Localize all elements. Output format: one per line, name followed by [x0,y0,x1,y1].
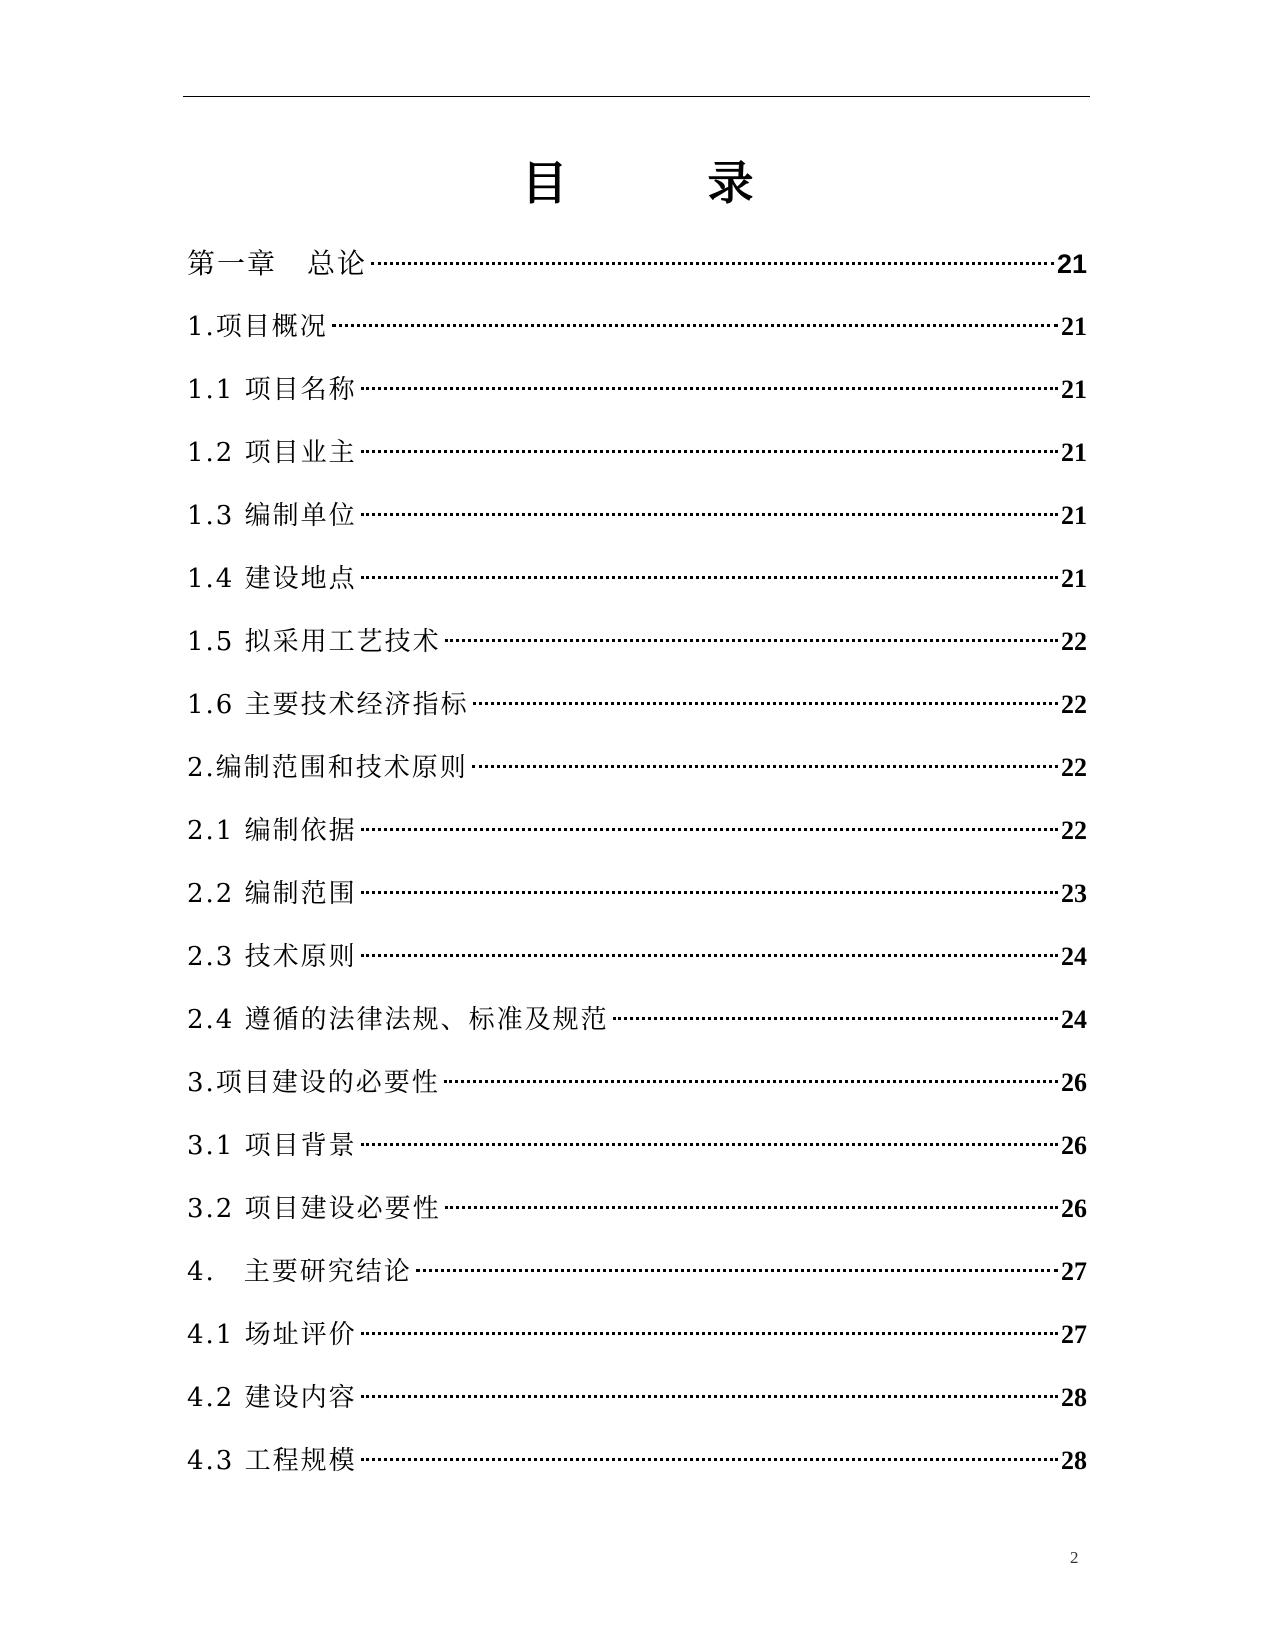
toc-entry[interactable] [187,682,1087,745]
toc-entry-page: 21 [1061,375,1087,404]
toc-entry-label: 2.4 遵循的法律法规、标准及规范 [187,1005,609,1035]
toc-entry[interactable] [187,619,1087,682]
toc-entry-page: 21 [1061,438,1087,467]
toc-entry[interactable] [187,367,1087,430]
toc-dot-leader [445,1206,1058,1209]
toc-entry[interactable] [187,1249,1087,1312]
toc-entry[interactable] [187,808,1087,871]
toc-entry-label: 4.1 场址评价 [187,1320,357,1350]
toc-dot-leader [361,1332,1058,1335]
toc-entry-label: 1.2 项目业主 [187,438,357,468]
toc-entry-page: 26 [1061,1068,1087,1097]
toc-dot-leader [613,1017,1058,1020]
toc-dot-leader [416,1269,1058,1272]
toc-entry-label: 2.编制范围和技术原则 [187,753,468,783]
toc-dot-leader [361,1143,1058,1146]
toc-entry-label: 第一章 总论 [187,247,368,280]
toc-entry[interactable] [187,1060,1087,1123]
toc-dot-leader [361,513,1058,516]
toc-entry-label: 4.3 工程规模 [187,1446,357,1476]
toc-dot-leader [473,702,1058,705]
toc-entry[interactable] [187,1123,1087,1186]
toc-dot-leader [361,891,1058,894]
toc-entry-label: 1.5 拟采用工艺技术 [187,627,441,657]
toc-entry-page: 21 [1061,312,1087,341]
toc-entry-label: 2.1 编制依据 [187,816,357,846]
toc-entry-page: 24 [1061,1005,1087,1034]
toc-dot-leader [332,324,1058,327]
toc-entry-label: 1.1 项目名称 [187,375,357,405]
toc-entry[interactable] [187,1186,1087,1249]
toc-entry-page: 22 [1061,753,1087,782]
toc-entry-label: 3.1 项目背景 [187,1131,357,1161]
toc-entry-label: 1.项目概况 [187,312,328,342]
toc-dot-leader [361,387,1058,390]
toc-entry-page: 24 [1061,942,1087,971]
toc-dot-leader [361,954,1058,957]
toc-entry-page: 21 [1061,564,1087,593]
page-number: 2 [1070,1548,1079,1567]
toc-dot-leader [361,1395,1058,1398]
toc-entry-page: 26 [1061,1131,1087,1160]
toc-entry[interactable] [187,304,1087,367]
toc-entry-page: 21 [1056,249,1087,279]
toc-dot-leader [444,1080,1058,1083]
toc-entry-label: 3.项目建设的必要性 [187,1068,440,1098]
toc-entry-label: 4.2 建设内容 [187,1383,357,1413]
page-title: 目 录 [521,156,816,210]
toc-dot-leader [371,262,1054,265]
toc-entry-page: 22 [1061,816,1087,845]
toc-entry-page: 21 [1061,501,1087,530]
toc-entry-page: 22 [1061,627,1087,656]
toc-entry-page: 27 [1061,1257,1087,1286]
toc-entry-label: 3.2 项目建设必要性 [187,1194,441,1224]
toc-entry-label: 4. 主要研究结论 [187,1257,412,1287]
toc-entry[interactable] [187,934,1087,997]
header-rule [183,96,1090,97]
toc-dot-leader [361,450,1058,453]
toc-entry[interactable] [187,871,1087,934]
toc-entry-label: 2.2 编制范围 [187,879,357,909]
toc-entry-label: 1.3 编制单位 [187,501,357,531]
toc-entry-page: 28 [1061,1383,1087,1412]
toc-dot-leader [445,639,1058,642]
toc-entry[interactable] [187,1438,1087,1501]
toc-entry[interactable] [187,556,1087,619]
toc-entry-label: 1.6 主要技术经济指标 [187,690,469,720]
toc-entry-page: 27 [1061,1320,1087,1349]
toc-entry[interactable] [187,1312,1087,1375]
toc-entry[interactable] [187,745,1087,808]
toc-entry-page: 23 [1061,879,1087,908]
toc-entry[interactable] [187,1375,1087,1438]
toc-entry-page: 26 [1061,1194,1087,1223]
toc-dot-leader [361,828,1058,831]
toc-entry[interactable] [187,241,1087,304]
table-of-contents [187,241,1087,1501]
toc-entry-page: 22 [1061,690,1087,719]
toc-entry-label: 2.3 技术原则 [187,942,357,972]
toc-dot-leader [472,765,1058,768]
toc-entry[interactable] [187,430,1087,493]
toc-entry-label: 1.4 建设地点 [187,564,357,594]
toc-entry[interactable] [187,493,1087,556]
toc-entry[interactable] [187,997,1087,1060]
toc-entry-page: 28 [1061,1446,1087,1475]
toc-dot-leader [361,1458,1058,1461]
toc-dot-leader [361,576,1058,579]
